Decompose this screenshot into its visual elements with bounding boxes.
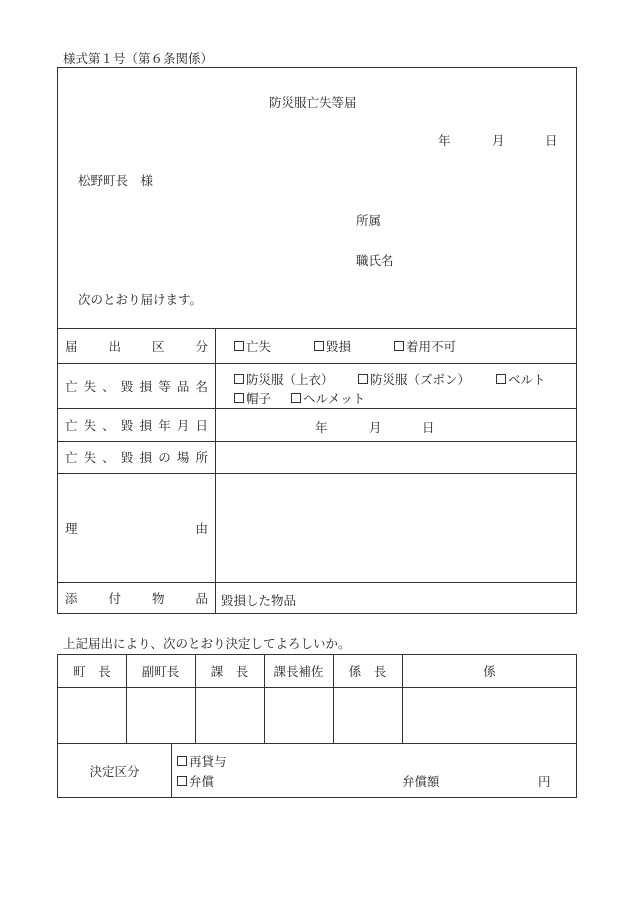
header-staff: 係: [483, 664, 496, 679]
header-section-chief: 課 長: [210, 664, 249, 679]
seal-box-assistant-chief[interactable]: [265, 688, 332, 742]
attachment-label: 添 付 物 品: [65, 591, 208, 606]
compensation-amount-label: 弁償額: [402, 774, 440, 789]
form-number: 様式第１号（第６条関係）: [63, 51, 214, 66]
reason-field[interactable]: [216, 474, 576, 581]
date-month-label: 月: [492, 133, 505, 148]
seal-box-unit-chief[interactable]: [334, 688, 401, 742]
place-field[interactable]: [216, 442, 576, 472]
checkbox-jacket[interactable]: 防災服（上衣）: [234, 370, 354, 388]
reason-label: 理 由: [65, 520, 208, 536]
header-unit-chief: 係 長: [348, 664, 387, 679]
form-title: 防災服亡失等届: [269, 95, 357, 110]
checkbox-compensate[interactable]: 弁償: [177, 772, 214, 790]
category-label: 届 出 区 分: [65, 338, 208, 354]
checkbox-icon: [394, 341, 404, 351]
affiliation-label: 所属: [356, 213, 382, 228]
checkbox-icon: [496, 374, 506, 384]
incident-year-label: 年: [315, 420, 328, 435]
notice-form: [57, 67, 577, 614]
checkbox-cap[interactable]: 帽子: [234, 389, 287, 407]
checkbox-helmet[interactable]: ヘルメット: [291, 389, 365, 407]
seal-box-mayor[interactable]: [59, 688, 125, 742]
checkbox-icon: [314, 341, 324, 351]
date-day-label: 日: [545, 133, 558, 148]
items-label: 亡 失 、 毀 損 等 品 名: [65, 378, 208, 394]
column-divider: [171, 743, 172, 798]
checkbox-icon: [291, 393, 301, 403]
header-mayor: 町 長: [73, 664, 111, 679]
checkbox-damaged[interactable]: 毀損: [314, 337, 394, 355]
seal-box-staff[interactable]: [403, 688, 576, 742]
checkbox-icon: [177, 756, 187, 766]
date-label: 亡 失 、 毀 損 年 月 日: [65, 417, 208, 433]
checkbox-relend[interactable]: 再貸与: [177, 752, 227, 770]
notice-intro: 次のとおり届けます。: [78, 292, 203, 307]
addressee: 松野町長 様: [78, 173, 154, 188]
items-options-line2: [234, 389, 365, 407]
seal-box-deputy-mayor[interactable]: [127, 688, 194, 742]
name-label: 職氏名: [356, 253, 394, 268]
checkbox-trousers[interactable]: 防災服（ズボン）: [358, 370, 492, 388]
checkbox-lost[interactable]: 亡失: [234, 337, 314, 355]
approval-intro: 上記届出により、次のとおり決定してよろしいか。: [63, 636, 351, 651]
attachment-value: 毀損した物品: [221, 593, 297, 608]
checkbox-unwearable[interactable]: 着用不可: [394, 337, 456, 355]
seal-box-section-chief[interactable]: [196, 688, 263, 742]
header-assistant-chief: 課長補佐: [273, 664, 324, 679]
checkbox-icon: [358, 374, 368, 384]
checkbox-icon: [234, 374, 244, 384]
checkbox-icon: [177, 776, 187, 786]
category-options: [234, 328, 456, 363]
checkbox-belt[interactable]: ベルト: [496, 370, 546, 388]
checkbox-icon: [234, 341, 244, 351]
compensation-amount-unit: 円: [538, 774, 551, 789]
incident-month-label: 月: [369, 420, 382, 435]
place-label: 亡 失 、 毀 損 の 場 所: [65, 450, 208, 465]
header-deputy-mayor: 副町長: [141, 664, 180, 679]
items-options-line1: [234, 370, 545, 388]
incident-day-label: 日: [422, 420, 435, 435]
checkbox-icon: [234, 393, 244, 403]
approval-table: [57, 654, 577, 798]
date-year-label: 年: [438, 133, 451, 148]
decision-label: 決定区分: [89, 763, 140, 779]
